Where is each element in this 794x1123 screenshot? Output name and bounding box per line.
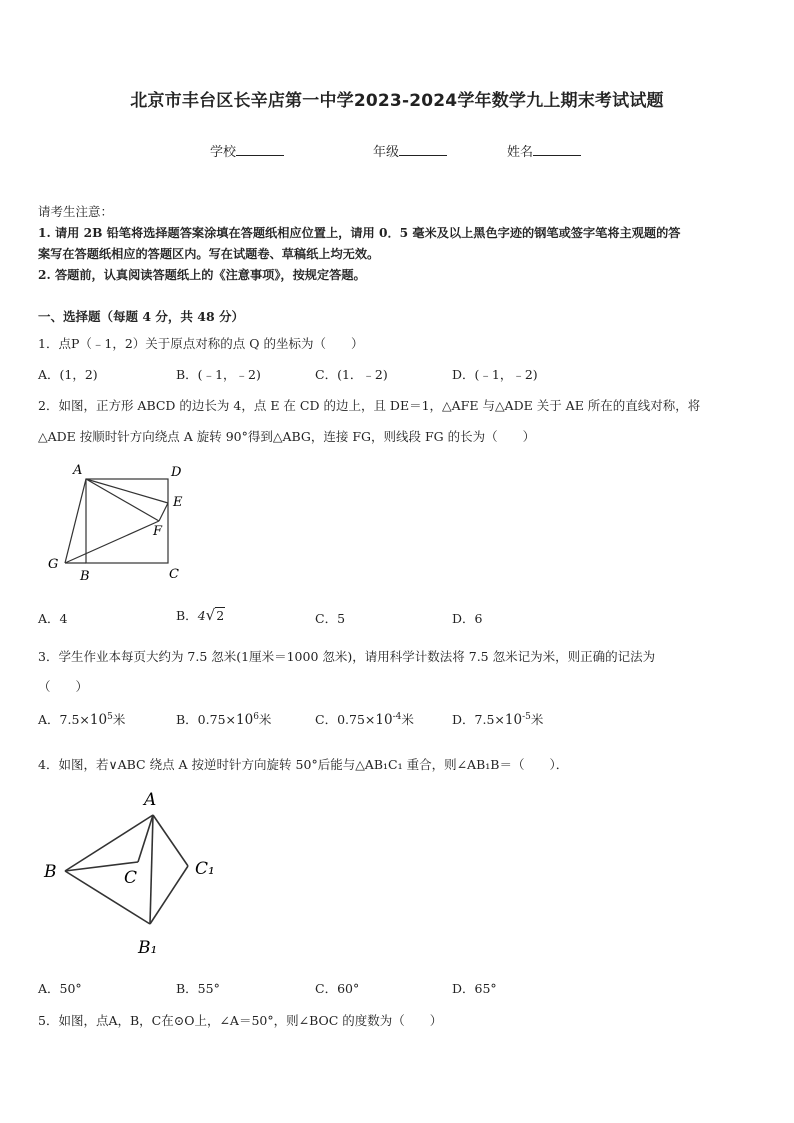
label-b: B — [80, 569, 90, 584]
q3-a-suffix: 米 — [112, 712, 126, 727]
q3-b-prefix: B．0.75× — [176, 712, 236, 727]
grade-field[interactable] — [373, 141, 447, 160]
grade-label: 年级 — [373, 145, 400, 160]
q3-c-exp: -4 — [392, 711, 402, 722]
label-g: G — [48, 557, 59, 572]
q3-c-base: 10 — [375, 712, 393, 728]
segment-af — [86, 479, 159, 521]
label-c: C — [169, 567, 179, 582]
q1-option-c[interactable]: C．(1．﹣2) — [315, 367, 388, 382]
label-b: B — [44, 862, 57, 882]
notice-heading: 请考生注意： — [38, 204, 114, 219]
q3-d-base: 10 — [504, 712, 523, 728]
q3-a-base: 10 — [89, 712, 108, 728]
label-f: F — [153, 524, 163, 539]
q1-option-d[interactable]: D．(﹣1，﹣2) — [452, 367, 538, 382]
segment-b1c1 — [150, 866, 188, 924]
q3-a-exp: 5 — [107, 711, 113, 722]
q2-line1: 2．如图，正方形 ABCD 的边长为 4，点 E 在 CD 的边上，且 DE＝1，△AFE 与△ADE 关于 AE 所在的直线对称，将 — [38, 398, 701, 413]
q2-option-b-coef: 4 — [197, 608, 206, 623]
q1-stem: 1．点P（﹣1，2）关于原点对称的点 Q 的坐标为（ ） — [38, 336, 364, 351]
label-c: C — [124, 868, 138, 888]
q3-option-d[interactable] — [452, 710, 543, 728]
q4-option-d[interactable]: D．65° — [452, 981, 497, 996]
q2-line2: △ADE 按顺时针方向绕点 A 旋转 90°得到△ABG，连接 FG，则线段 FG 的长为（ ） — [38, 429, 536, 444]
q3-d-suffix: 米 — [530, 712, 544, 727]
q3-line1: 3．学生作业本每页大约为 7.5 忽米(1厘米＝1000 忽米)，请用科学计数法将 7.5 忽米记为米，则正确的记法为 — [38, 649, 656, 664]
notice-item1-line2: 案写在答题纸相应的答题区内。写在试题卷、草稿纸上均无效。 — [38, 247, 380, 261]
q3-c-prefix: C．0.75× — [315, 712, 376, 727]
name-blank[interactable] — [533, 143, 581, 156]
sqrt-symbol: √ — [205, 606, 216, 624]
q4-rotation-figure — [40, 788, 230, 963]
notice-item2: 2. 答题前，认真阅读答题纸上的《注意事项》，按规定答题。 — [38, 268, 366, 282]
q2-option-d[interactable]: D．6 — [452, 611, 483, 626]
name-field[interactable] — [507, 141, 581, 160]
q3-d-exp: -5 — [522, 711, 531, 722]
grade-blank[interactable] — [399, 143, 447, 156]
label-b1: B₁ — [138, 938, 158, 958]
q4-stem: 4．如图，若∨ABC 绕点 A 按逆时针方向旋转 50°后能与△AB₁C₁ 重合，则∠AB₁B＝（ ）． — [38, 757, 569, 772]
segment-gf — [65, 521, 159, 563]
section1-heading: 一、选择题（每题 4 分，共 48 分） — [38, 309, 245, 324]
school-field[interactable] — [210, 141, 284, 160]
segment-ac1 — [153, 815, 188, 866]
q3-d-prefix: D．7.5× — [452, 712, 505, 727]
q2-square-figure — [40, 458, 200, 588]
segment-bb1 — [65, 871, 150, 924]
q5-stem: 5．如图，点A，B，C在⊙O上，∠A＝50°，则∠BOC 的度数为（ ） — [38, 1013, 443, 1028]
page-title: 北京市丰台区长辛店第一中学2023-2024学年数学九上期末考试试题 — [130, 91, 664, 111]
segment-ab — [65, 815, 153, 871]
label-c1: C₁ — [195, 859, 215, 879]
name-label: 姓名 — [507, 145, 534, 160]
segment-ag — [65, 479, 86, 563]
q4-option-b[interactable]: B．55° — [176, 981, 220, 996]
notice-item1-line1: 1. 请用 2B 铅笔将选择题答案涂填在答题纸相应位置上，请用 0．5 毫米及以上黑色字迹的钢笔或签字笔将主观题的答 — [38, 226, 681, 240]
label-a: A — [73, 463, 83, 478]
q3-a-prefix: A．7.5× — [38, 712, 90, 727]
q4-option-a[interactable]: A．50° — [38, 981, 82, 996]
segment-ac — [138, 815, 153, 862]
school-blank[interactable] — [236, 143, 284, 156]
q4-option-c[interactable]: C．60° — [315, 981, 360, 996]
q1-option-a[interactable]: A．(1，2) — [38, 367, 98, 382]
q3-option-c[interactable] — [315, 710, 414, 728]
q3-line2: （ ） — [38, 679, 89, 694]
q2-option-a[interactable]: A．4 — [38, 611, 68, 626]
q3-b-suffix: 米 — [258, 712, 272, 727]
segment-ab1 — [150, 815, 153, 924]
q3-option-a[interactable] — [38, 710, 125, 728]
q2-option-b[interactable] — [176, 606, 225, 624]
label-d: D — [171, 465, 182, 480]
q3-c-suffix: 米 — [401, 712, 414, 727]
school-label: 学校 — [210, 145, 237, 160]
label-a: A — [144, 790, 157, 810]
segment-fe — [159, 503, 168, 521]
q2-option-b-prefix: B． — [176, 608, 198, 623]
label-e: E — [173, 495, 183, 510]
q3-b-base: 10 — [236, 712, 254, 728]
segment-ae — [86, 479, 168, 503]
q3-b-exp: 6 — [253, 711, 259, 722]
q2-option-c[interactable]: C．5 — [315, 611, 346, 626]
q1-option-b[interactable]: B．(﹣1，﹣2) — [176, 367, 261, 382]
q3-option-b[interactable] — [176, 710, 271, 728]
q2-option-b-radicand: 2 — [216, 608, 225, 623]
